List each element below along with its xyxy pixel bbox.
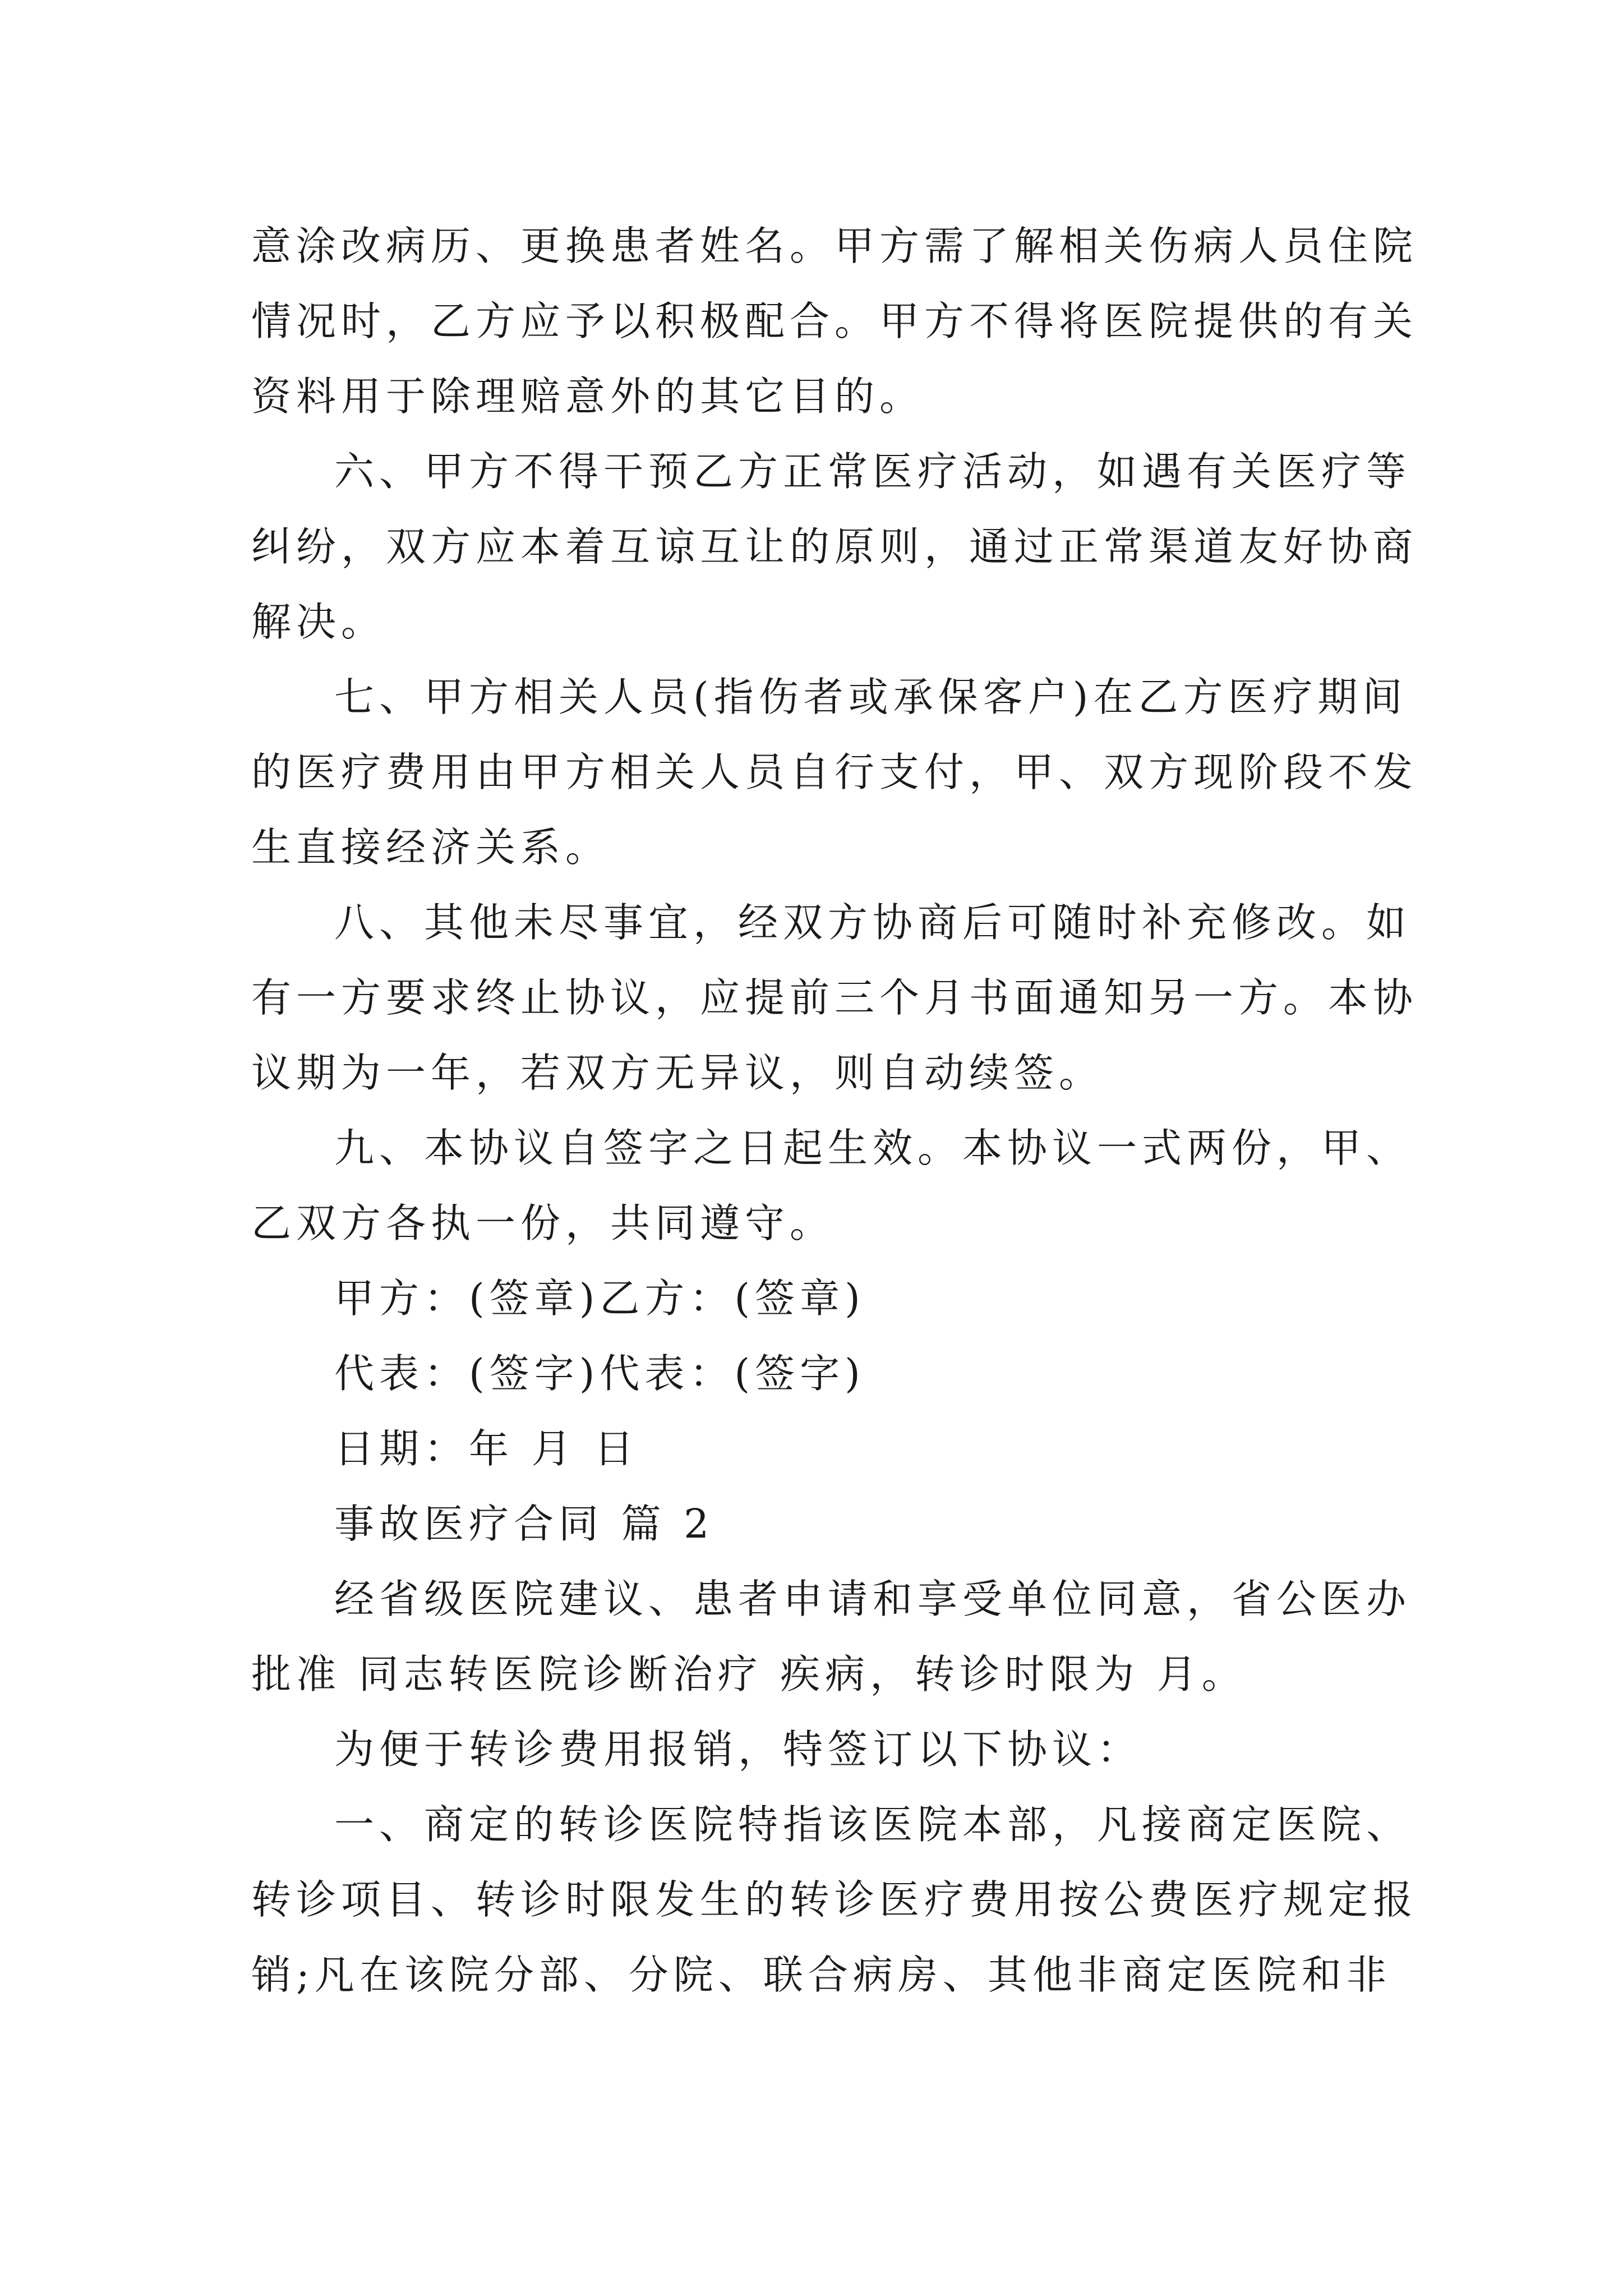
text-line: 销;凡在该院分部、分院、联合病房、其他非商定医院和非 bbox=[251, 1952, 1391, 1998]
clause-6-start: 六、甲方不得干预乙方正常医疗活动，如遇有关医疗等 bbox=[334, 448, 1412, 495]
text-line: 经省级医院建议、患者申请和享受单位同意，省公医办 bbox=[334, 1576, 1412, 1622]
signature-date-line: 日期：年 月 日 bbox=[334, 1425, 639, 1472]
text-line: 议期为一年，若双方无异议，则自动续签。 bbox=[251, 1050, 1104, 1096]
text-line: 乙双方各执一份，共同遵守。 bbox=[251, 1200, 835, 1246]
text-line: 为便于转诊费用报销，特签订以下协议： bbox=[334, 1726, 1142, 1773]
text-line: 纠纷，双方应本着互谅互让的原则，通过正常渠道友好协商 bbox=[251, 523, 1418, 570]
signature-representative-line: 代表：(签字)代表：(签字) bbox=[334, 1350, 865, 1397]
text-line: 生直接经济关系。 bbox=[251, 824, 611, 871]
text-line: 资料用于除理赔意外的其它目的。 bbox=[251, 373, 925, 420]
text-line: 的医疗费用由甲方相关人员自行支付，甲、双方现阶段不发 bbox=[251, 749, 1418, 795]
clause-7-start: 七、甲方相关人员(指伤者或承保客户)在乙方医疗期间 bbox=[334, 674, 1408, 720]
text-line: 情况时，乙方应予以积极配合。甲方不得将医院提供的有关 bbox=[251, 298, 1418, 344]
section-heading: 事故医疗合同 篇 2 bbox=[334, 1501, 714, 1547]
signature-seal-line: 甲方：(签章)乙方：(签章) bbox=[334, 1275, 865, 1322]
text-line: 解决。 bbox=[251, 599, 386, 645]
clause-9-start: 九、本协议自签字之日起生效。本协议一式两份，甲、 bbox=[334, 1125, 1412, 1171]
text-line: 有一方要求终止协议，应提前三个月书面通知另一方。本协 bbox=[251, 974, 1418, 1021]
text-line: 转诊项目、转诊时限发生的转诊医疗费用按公费医疗规定报 bbox=[251, 1876, 1418, 1923]
document-body bbox=[251, 209, 1418, 2013]
clause-1-start: 一、商定的转诊医院特指该医院本部，凡接商定医院、 bbox=[334, 1801, 1412, 1848]
clause-8-start: 八、其他未尽事宜，经双方协商后可随时补充修改。如 bbox=[334, 899, 1412, 946]
text-line: 意涂改病历、更换患者姓名。甲方需了解相关伤病人员住院 bbox=[251, 223, 1418, 269]
text-line: 批准 同志转医院诊断治疗 疾病，转诊时限为 月。 bbox=[251, 1651, 1247, 1697]
